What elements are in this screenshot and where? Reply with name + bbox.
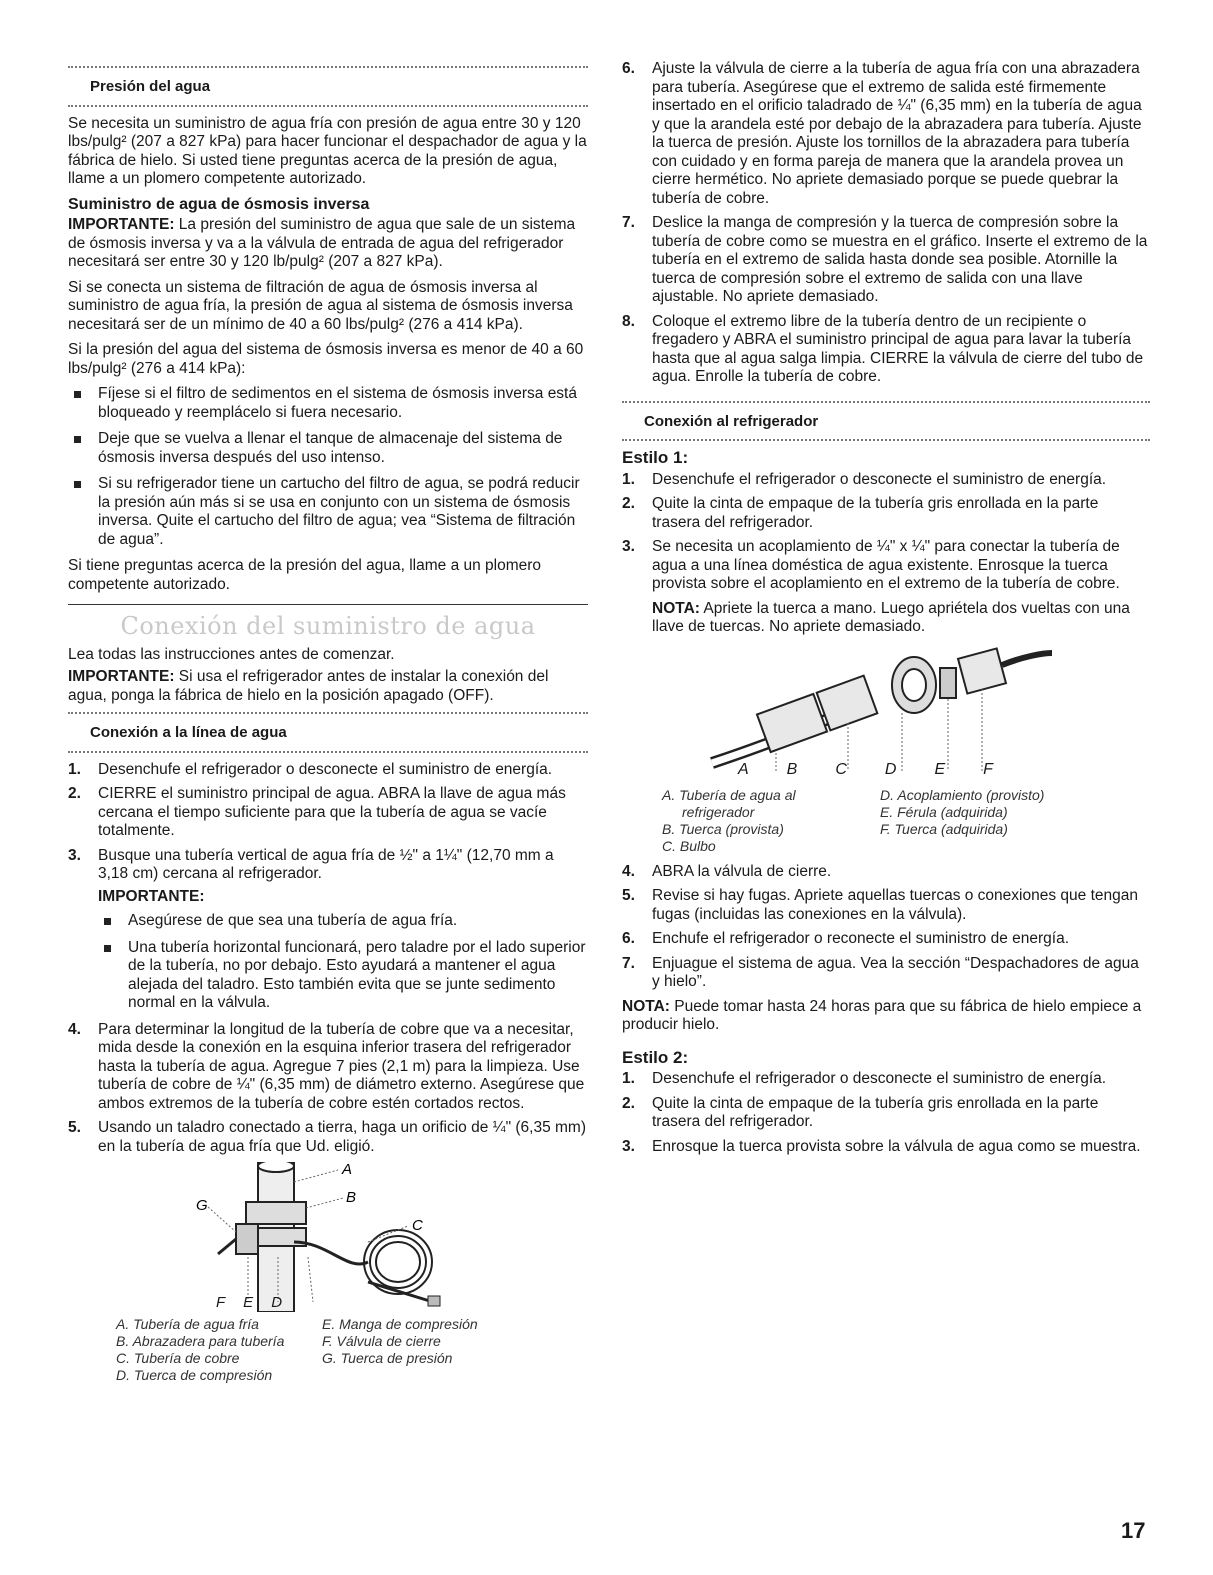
list-item: Fíjese si el filtro de sedimentos en el sistema de ósmosis inversa está bloqueado y reemplácelo si fuera necesario. bbox=[68, 385, 588, 422]
style-1-steps bbox=[622, 471, 1150, 637]
step-number: 1. bbox=[68, 760, 81, 778]
step-number: 1. bbox=[622, 470, 635, 488]
step-text: Para determinar la longitud de la tubería de cobre que va a necesitar, mida desde la conexión en la esquina inferior trasera del refrigerador hasta la tubería de agua. Agregue 7 pies (2,1 m) para la limpieza. Use tubería de cobre de ¼" (6,35 mm) de diámetro externo. Asegúrese que ambos extremos de la tubería de cobre estén cortados rectos. bbox=[98, 1020, 585, 1112]
important-2 bbox=[68, 668, 588, 705]
nota-text: Puede tomar hasta 24 horas para que su fábrica de hielo empiece a producir hielo. bbox=[622, 997, 1142, 1033]
figure-2-legend bbox=[662, 787, 1052, 855]
step-item bbox=[622, 495, 1150, 532]
ro-important-text: La presión del suministro de agua que sale de un sistema de ósmosis inversa y va a la válvula de entrada de agua del refrigerador necesitará ser entre 30 y 120 lb/pulg² (207 a 827 kPa). bbox=[68, 216, 576, 270]
legend-item: F. Tuerca (adquirida) bbox=[880, 820, 1008, 837]
figure-1-legend bbox=[116, 1316, 486, 1384]
ro-paragraph-3: Si la presión del agua del sistema de ósmosis inversa es menor de 40 a 60 lbs/pulg² (276 a 414 kPa): bbox=[68, 341, 584, 377]
step-number: 1. bbox=[622, 1070, 635, 1087]
fig2-labels bbox=[738, 761, 993, 780]
legend-item: C. Tubería de cobre bbox=[116, 1350, 240, 1366]
step-number: 5. bbox=[622, 887, 635, 904]
page-number: 17 bbox=[1121, 1518, 1146, 1543]
nota-text: Apriete la tuerca a mano. Luego apriétela dos vueltas con una llave de tuercas. No apriete demasiado. bbox=[652, 599, 1130, 635]
step-number: 8. bbox=[622, 312, 635, 330]
fig2-label: C bbox=[835, 760, 847, 778]
style-2-heading: Estilo 2: bbox=[622, 1047, 689, 1067]
step-text: Coloque el extremo libre de la tubería dentro de un recipiente o fregadero y ABRA el suministro principal de agua para lavar la tubería hasta que al agua salga limpia. CIERRE la válvula de cierre del tubo de agua. Enrolle la tubería de cobre. bbox=[652, 312, 1144, 385]
step-item bbox=[622, 863, 1150, 882]
figure-valve-install bbox=[68, 1162, 588, 1312]
step-number: 6. bbox=[622, 930, 635, 947]
step-item bbox=[622, 955, 1150, 992]
legend-item: E. Manga de compresión bbox=[322, 1316, 478, 1332]
step-item bbox=[68, 1021, 588, 1114]
nota-label: NOTA: bbox=[622, 997, 670, 1015]
legend-item: D. Acoplamiento (provisto) bbox=[880, 786, 1045, 803]
ro-bullet-list bbox=[68, 385, 588, 549]
legend-item: B. Abrazadera para tubería bbox=[116, 1333, 285, 1349]
step-text: Enrosque la tuerca provista sobre la válvula de agua como se muestra. bbox=[652, 1137, 1141, 1155]
right-column bbox=[622, 60, 1150, 1162]
ro-paragraph-4: Si tiene preguntas acerca de la presión del agua, llame a un plomero competente autorizado. bbox=[68, 557, 542, 593]
fig1-label-a: A bbox=[342, 1162, 353, 1178]
step-number: 2. bbox=[622, 1094, 635, 1112]
fig1-label-d: D bbox=[271, 1294, 301, 1311]
step-number: 6. bbox=[622, 60, 635, 77]
divider bbox=[68, 66, 588, 70]
step-text: Desenchufe el refrigerador o desconecte el suministro de energía. bbox=[652, 470, 1107, 488]
list-item: Si su refrigerador tiene un cartucho del filtro de agua, se podrá reducir la presión aún más si se usa en conjunto con un sistema de ósmosis inversa. Quite el cartucho del filtro de agua; vea “Sistema de filtración de agua”. bbox=[68, 475, 588, 549]
list-item: Una tubería horizontal funcionará, pero taladre por el lado superior de la tubería, no por debajo. Esto ayudará a mantener el agua alejada del taladro. Esto también evita que se junte sedimento normal en la válvula. bbox=[98, 939, 588, 1013]
step-number: 3. bbox=[68, 846, 81, 864]
important-2-text: Si usa el refrigerador antes de instalar la conexión del agua, ponga la fábrica de hielo en la posición apagado (OFF). bbox=[68, 668, 549, 704]
section-divider bbox=[68, 604, 588, 605]
nota-2 bbox=[622, 998, 1150, 1035]
fig1-bottom-labels bbox=[216, 1294, 300, 1313]
step-item bbox=[68, 847, 588, 1013]
step-item bbox=[622, 1070, 1150, 1089]
read-all-text: Lea todas las instrucciones antes de comenzar. bbox=[68, 645, 395, 663]
legend-item: D. Tuerca de compresión bbox=[116, 1367, 273, 1383]
step-number: 7. bbox=[622, 214, 635, 231]
divider bbox=[68, 105, 588, 109]
fig1-label-g: G bbox=[196, 1197, 208, 1214]
step-text: Revise si hay fugas. Apriete aquellas tuercas o conexiones que tengan fugas (incluidas las conexiones en la válvula). bbox=[652, 887, 1138, 923]
left-column bbox=[68, 60, 588, 1384]
step-text: Desenchufe el refrigerador o desconecte el suministro de energía. bbox=[652, 1070, 1107, 1087]
step-item bbox=[622, 887, 1150, 924]
step-number: 2. bbox=[622, 495, 635, 512]
step-text: Enjuague el sistema de agua. Vea la sección “Despachadores de agua y hielo”. bbox=[652, 954, 1139, 990]
divider bbox=[68, 751, 588, 755]
line-heading: Conexión a la línea de agua bbox=[90, 724, 287, 741]
step-text: Quite la cinta de empaque de la tubería gris enrollada en la parte trasera del refrigerador. bbox=[652, 1094, 1099, 1130]
divider bbox=[622, 439, 1150, 443]
step-text: Ajuste la válvula de cierre a la tubería de agua fría con una abrazadera para tubería. Asegúrese que el extremo de salida esté firmemente insertado en el orificio taladrado de ¼" (6,35 mm) en la tubería de agua y que la arandela esté por debajo de la abrazadera para tubería. Ajuste la tuerca de presión. Ajuste los tornillos de la abrazadera para tubería con cuidado y en forma pareja de manera que la arandela provea un cierre hermético. No apriete demasiado porque se puede quebrar la tubería de cobre. bbox=[652, 60, 1142, 207]
fig1-label-b: B bbox=[346, 1189, 357, 1206]
step-text: Deslice la manga de compresión y la tuerca de compresión sobre la tubería de cobre como se muestra en el gráfico. Inserte el extremo de la tubería en el extremo de salida hasta donde sea posible. Atornille la tuerca de compresión sobre el extremo de salida con una llave ajustable. No apriete demasiado. bbox=[652, 214, 1148, 305]
step-item bbox=[622, 313, 1150, 387]
important-label: IMPORTANTE: bbox=[68, 668, 175, 685]
step-text: Enchufe el refrigerador o reconecte el suministro de energía. bbox=[652, 930, 1070, 947]
legend-item: A. Tubería de agua fría bbox=[116, 1316, 259, 1332]
fig1-label-f: F bbox=[216, 1294, 244, 1311]
step-number: 3. bbox=[622, 1137, 635, 1155]
step-number: 2. bbox=[68, 785, 81, 802]
nota bbox=[652, 600, 1150, 637]
important-label: IMPORTANTE: bbox=[68, 216, 175, 233]
step-item bbox=[622, 471, 1150, 490]
style-1-steps-continued bbox=[622, 863, 1150, 992]
line-steps bbox=[68, 761, 588, 1157]
step-number: 4. bbox=[68, 1020, 81, 1038]
valve-illustration bbox=[68, 1162, 588, 1312]
step-item bbox=[622, 1095, 1150, 1132]
divider bbox=[68, 712, 588, 716]
step-number: 7. bbox=[622, 954, 635, 972]
fig2-label: E bbox=[934, 760, 946, 778]
step-item bbox=[68, 785, 588, 841]
legend-item: refrigerador bbox=[682, 803, 755, 820]
legend-item: E. Férula (adquirida) bbox=[880, 803, 1008, 820]
step-item bbox=[622, 1138, 1150, 1157]
legend-item: B. Tuerca (provista) bbox=[662, 820, 784, 837]
ro-heading: Suministro de agua de ósmosis inversa bbox=[68, 195, 370, 213]
step-item bbox=[622, 60, 1150, 208]
step-item bbox=[68, 761, 588, 780]
step-text: ABRA la válvula de cierre. bbox=[652, 862, 832, 880]
legend-item: C. Bulbo bbox=[662, 837, 716, 854]
list-item: Deje que se vuelva a llenar el tanque de almacenaje del sistema de ósmosis inversa después del uso intenso. bbox=[68, 430, 588, 467]
step-item bbox=[622, 930, 1150, 949]
style-1-heading: Estilo 1: bbox=[622, 448, 689, 467]
fig2-label: B bbox=[786, 760, 798, 778]
refrigerator-connection-heading: Conexión al refrigerador bbox=[644, 412, 819, 430]
legend-item: A. Tubería de agua al bbox=[662, 786, 796, 803]
ro-paragraph-2: Si se conecta un sistema de filtración de agua de ósmosis inversa al suministro de agua fría, la presión de agua al sistema de ósmosis inversa necesitará ser de un mínimo de 40 a 60 lbs/pulg² (276 a 414 kPa). bbox=[68, 278, 573, 333]
step-item bbox=[622, 214, 1150, 307]
step-text: Usando un taladro conectado a tierra, haga un orificio de ¼" (6,35 mm) en la tubería de agua fría que Ud. eligió. bbox=[98, 1119, 587, 1155]
step3-important: IMPORTANTE: bbox=[98, 887, 205, 905]
nota-label: NOTA: bbox=[652, 599, 700, 617]
figure-coupling bbox=[622, 643, 1150, 783]
step-text: CIERRE el suministro principal de agua. ABRA la llave de agua más cercana el tiempo suficiente para que la tubería de agua se vacíe totalmente. bbox=[98, 785, 566, 839]
pressure-heading: Presión del agua bbox=[90, 78, 211, 95]
fig2-label: F bbox=[983, 760, 993, 778]
step-text: Se necesita un acoplamiento de ¼" x ¼" para conectar la tubería de agua a una línea doméstica de agua existente. Enrosque la tuerca provista sobre el acoplamiento en el extremo de la tubería de cobre. bbox=[652, 538, 1120, 592]
step-text: Busque una tubería vertical de agua fría de ½" a 1¼" (12,70 mm a 3,18 cm) cercana al refrigerador. bbox=[98, 846, 554, 882]
step-number: 3. bbox=[622, 538, 635, 555]
step-number: 4. bbox=[622, 862, 635, 880]
fig2-label: D bbox=[884, 760, 897, 778]
step3-bullets bbox=[98, 912, 588, 1013]
legend-item: G. Tuerca de presión bbox=[322, 1350, 453, 1366]
list-item: Asegúrese de que sea una tubería de agua fría. bbox=[98, 912, 588, 931]
fig1-label-c: C bbox=[412, 1217, 423, 1234]
step-text: Quite la cinta de empaque de la tubería gris enrollada en la parte trasera del refrigerador. bbox=[652, 495, 1099, 531]
ro-important bbox=[68, 216, 588, 272]
section-title: Conexión del suministro de agua bbox=[120, 612, 536, 640]
step-number: 5. bbox=[68, 1119, 81, 1136]
step-text: Desenchufe el refrigerador o desconecte el suministro de energía. bbox=[98, 760, 553, 778]
fig2-label: A bbox=[738, 760, 749, 778]
step-item bbox=[622, 538, 1150, 637]
continued-steps bbox=[622, 60, 1150, 387]
fig1-label-e: E bbox=[243, 1294, 272, 1311]
style-2-steps bbox=[622, 1070, 1150, 1156]
legend-item: F. Válvula de cierre bbox=[322, 1333, 441, 1349]
divider bbox=[622, 401, 1150, 405]
pressure-paragraph: Se necesita un suministro de agua fría con presión de agua entre 30 y 120 lbs/pulg² (207 a 827 kPa) para hacer funcionar el despachador de agua y la fábrica de hielo. Si usted tiene preguntas acerca de la presión de agua, llame a un plomero competente autorizado. bbox=[68, 114, 587, 187]
step-item bbox=[68, 1119, 588, 1156]
